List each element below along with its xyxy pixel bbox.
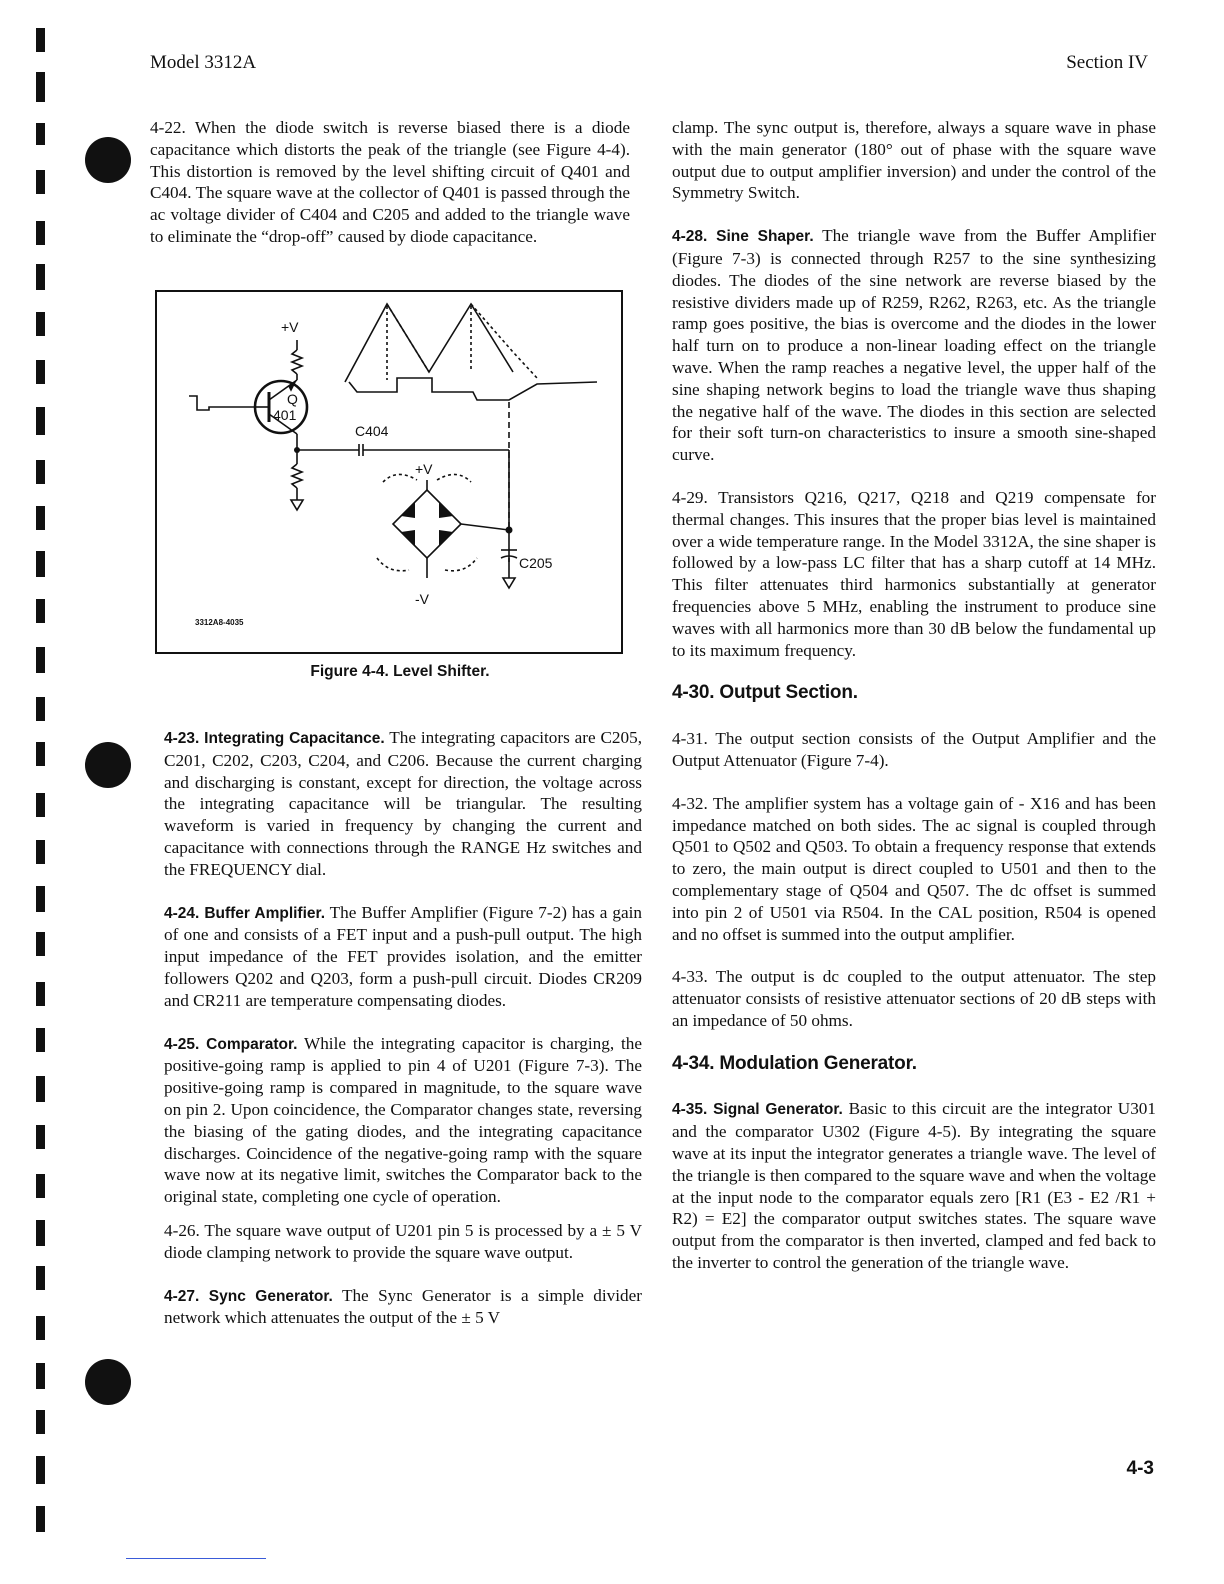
- q-number: 401: [273, 407, 297, 423]
- binder-margin: [0, 0, 140, 1584]
- paragraph-4-28: 4-28. Sine Shaper. The triangle wave from the Buffer Amplifier (Figure 7-3) is connected through R257 to the sine synthesizing diodes. The diodes of the sine network are reverse biased by the resistive dividers made up of R259, R262, R263, etc. As the triangle ramp goes positive, the bias is overcome and the diodes in the lower half turn on to produce a non-linear loading effect on the triangle wave. When the ramp reaches a negative level, the upper half of the sine shaping network begins to load the triangle wave thus shaping the negative half of the wave. The diodes in this section are selected for their soft turn-on characteristics to insure a smooth sine-shaped curve.: [672, 226, 1156, 465]
- plus-v-bridge-label: +V: [415, 461, 433, 477]
- paragraph-4-22: 4-22. When the diode switch is reverse biased there is a diode capacitance which distorts the peak of the triangle (see Figure 4-4). This distortion is removed by the level shifting circuit of Q401 and C404. The square wave at the collector of Q401 is passed through the ac voltage divider of C404 and C205 and added to the triangle wave to eliminate the “drop-off” caused by diode capacitance.: [150, 118, 630, 246]
- heading-4-24: 4-24. Buffer Amplifier.: [164, 904, 325, 922]
- figure-caption: Figure 4-4. Level Shifter.: [310, 663, 490, 680]
- header-section: Section IV: [1066, 52, 1148, 73]
- heading-4-25: 4-25. Comparator.: [164, 1035, 298, 1053]
- q-label: Q: [287, 391, 298, 407]
- paragraph-4-27: 4-27. Sync Generator. The Sync Generator is a simple divider network which attenuates the output of the ± 5 V: [164, 1285, 642, 1328]
- formula: [R1 (E3 - E2 /R1 + R2) = E2]: [672, 1187, 1156, 1229]
- page-number: 4-3: [1126, 1458, 1154, 1479]
- paragraph-4-26: 4-26. The square wave output of U201 pin 5 is processed by a ± 5 V diode clamping network to provide the square wave output.: [164, 1220, 642, 1262]
- paragraph-4-35: 4-35. Signal Generator. Basic to this circuit are the integrator U301 and the comparator U302 (Figure 4-5). By integrating the square wave at its input the integrator generates a triangle wave. The level of the triangle is then compared to the square wave and when the voltage at the input node to the comparator equals zero [R1 (E3 - E2 /R1 + R2) = E2] the comparator output switches states. The square wave output from the comparator is then inverted, clamped and fed back to the inverter to control the generation of the triangle wave.: [672, 1099, 1156, 1273]
- paragraph-4-29: 4-29. Transistors Q216, Q217, Q218 and Q219 compensate for thermal changes. This insures that the proper bias level is maintained over a wide temperature range. In the Model 3312A, the sine shaper is followed by a low-pass LC filter that has a sharp cutoff at 14 MHz. This filter attenuates third harmonics substantially at generator frequencies above 5 MHz, enabling the instrument to produce sine waves with all harmonics more than 30 dB below the fundamental up to its maximum frequency.: [672, 487, 1156, 660]
- paragraph-4-27-continued: clamp. The sync output is, therefore, always a square wave in phase with the main generator (180° out of phase with the square wave output due to output amplifier inversion) and under the control of the Symmetry Switch.: [672, 118, 1156, 203]
- paragraph-4-23: 4-23. Integrating Capacitance. The integrating capacitors are C205, C201, C202, C203, C204, and C206. Because the current charging and discharging is constant, except for direction, the voltage across the integrating capacitance will be triangular. The resulting waveform is varied in frequency by changing the current and capacitance with connections through the RANGE Hz switches and the FREQUENCY dial.: [164, 728, 642, 879]
- section-heading-4-30: 4-30. Output Section.: [672, 682, 858, 704]
- header-model: Model 3312A: [150, 52, 257, 73]
- section-heading-4-34: 4-34. Modulation Generator.: [672, 1052, 917, 1074]
- plus-v-top-label: +V: [281, 319, 299, 335]
- left-column-top: [150, 117, 630, 269]
- c205-label: C205: [519, 555, 553, 571]
- right-column: [672, 117, 1156, 1295]
- heading-4-28: 4-28. Sine Shaper.: [672, 228, 814, 246]
- left-column-bottom: [164, 727, 642, 1350]
- paragraph-4-32: 4-32. The amplifier system has a voltage gain of - X16 and has been impedance matched on both sides. The ac signal is coupled through Q501 to Q502 and Q503. To obtain a frequency response that extends to zero, the main output is direct coupled to U501 and then to the complementary stage of Q504 and Q507. The dc offset is summed into pin 2 of U501 via R504. In the CAL position, R504 is opened and no offset is summed into the output amplifier.: [672, 793, 1156, 944]
- heading-4-35: 4-35. Signal Generator.: [672, 1101, 843, 1119]
- figure-level-shifter: [155, 290, 623, 654]
- scan-artifact-line: [126, 1558, 266, 1559]
- level-shifter-schematic: [157, 292, 621, 652]
- minus-v-label: -V: [415, 591, 429, 607]
- paragraph-4-24: 4-24. Buffer Amplifier. The Buffer Amplifier (Figure 7-2) has a gain of one and consists of a FET input and a push-pull output. The high input impedance of the FET provides isolation, and the emitter followers Q202 and Q203, form a push-pull circuit. Diodes CR209 and CR211 are temperature compensating diodes.: [164, 902, 642, 1010]
- paragraph-4-33: 4-33. The output is dc coupled to the output attenuator. The step attenuator consists of resistive attenuator sections of 20 dB steps with an impedance of 50 ohms.: [672, 967, 1156, 1030]
- paragraph-4-25: 4-25. Comparator. While the integrating capacitor is charging, the positive-going ramp is applied to pin 4 of U201 (Figure 7-3). The positive-going ramp is compared in magnitude, to the square wave on pin 2. Upon coincidence, the Comparator changes state, reversing the biasing of the gating diodes, and the integrating capacitance discharges. Coincidence of the negative-going ramp with the square wave now at its negative limit, switches the Comparator back to the original state, completing one cycle of operation.: [164, 1033, 642, 1207]
- paragraph-4-31: 4-31. The output section consists of the Output Amplifier and the Output Attenuator (Figure 7-4).: [672, 729, 1156, 770]
- c404-label: C404: [355, 423, 389, 439]
- figure-id-code: 3312A8-4035: [195, 618, 244, 627]
- heading-4-23: 4-23. Integrating Capacitance.: [164, 730, 385, 747]
- heading-4-27: 4-27. Sync Generator.: [164, 1287, 333, 1305]
